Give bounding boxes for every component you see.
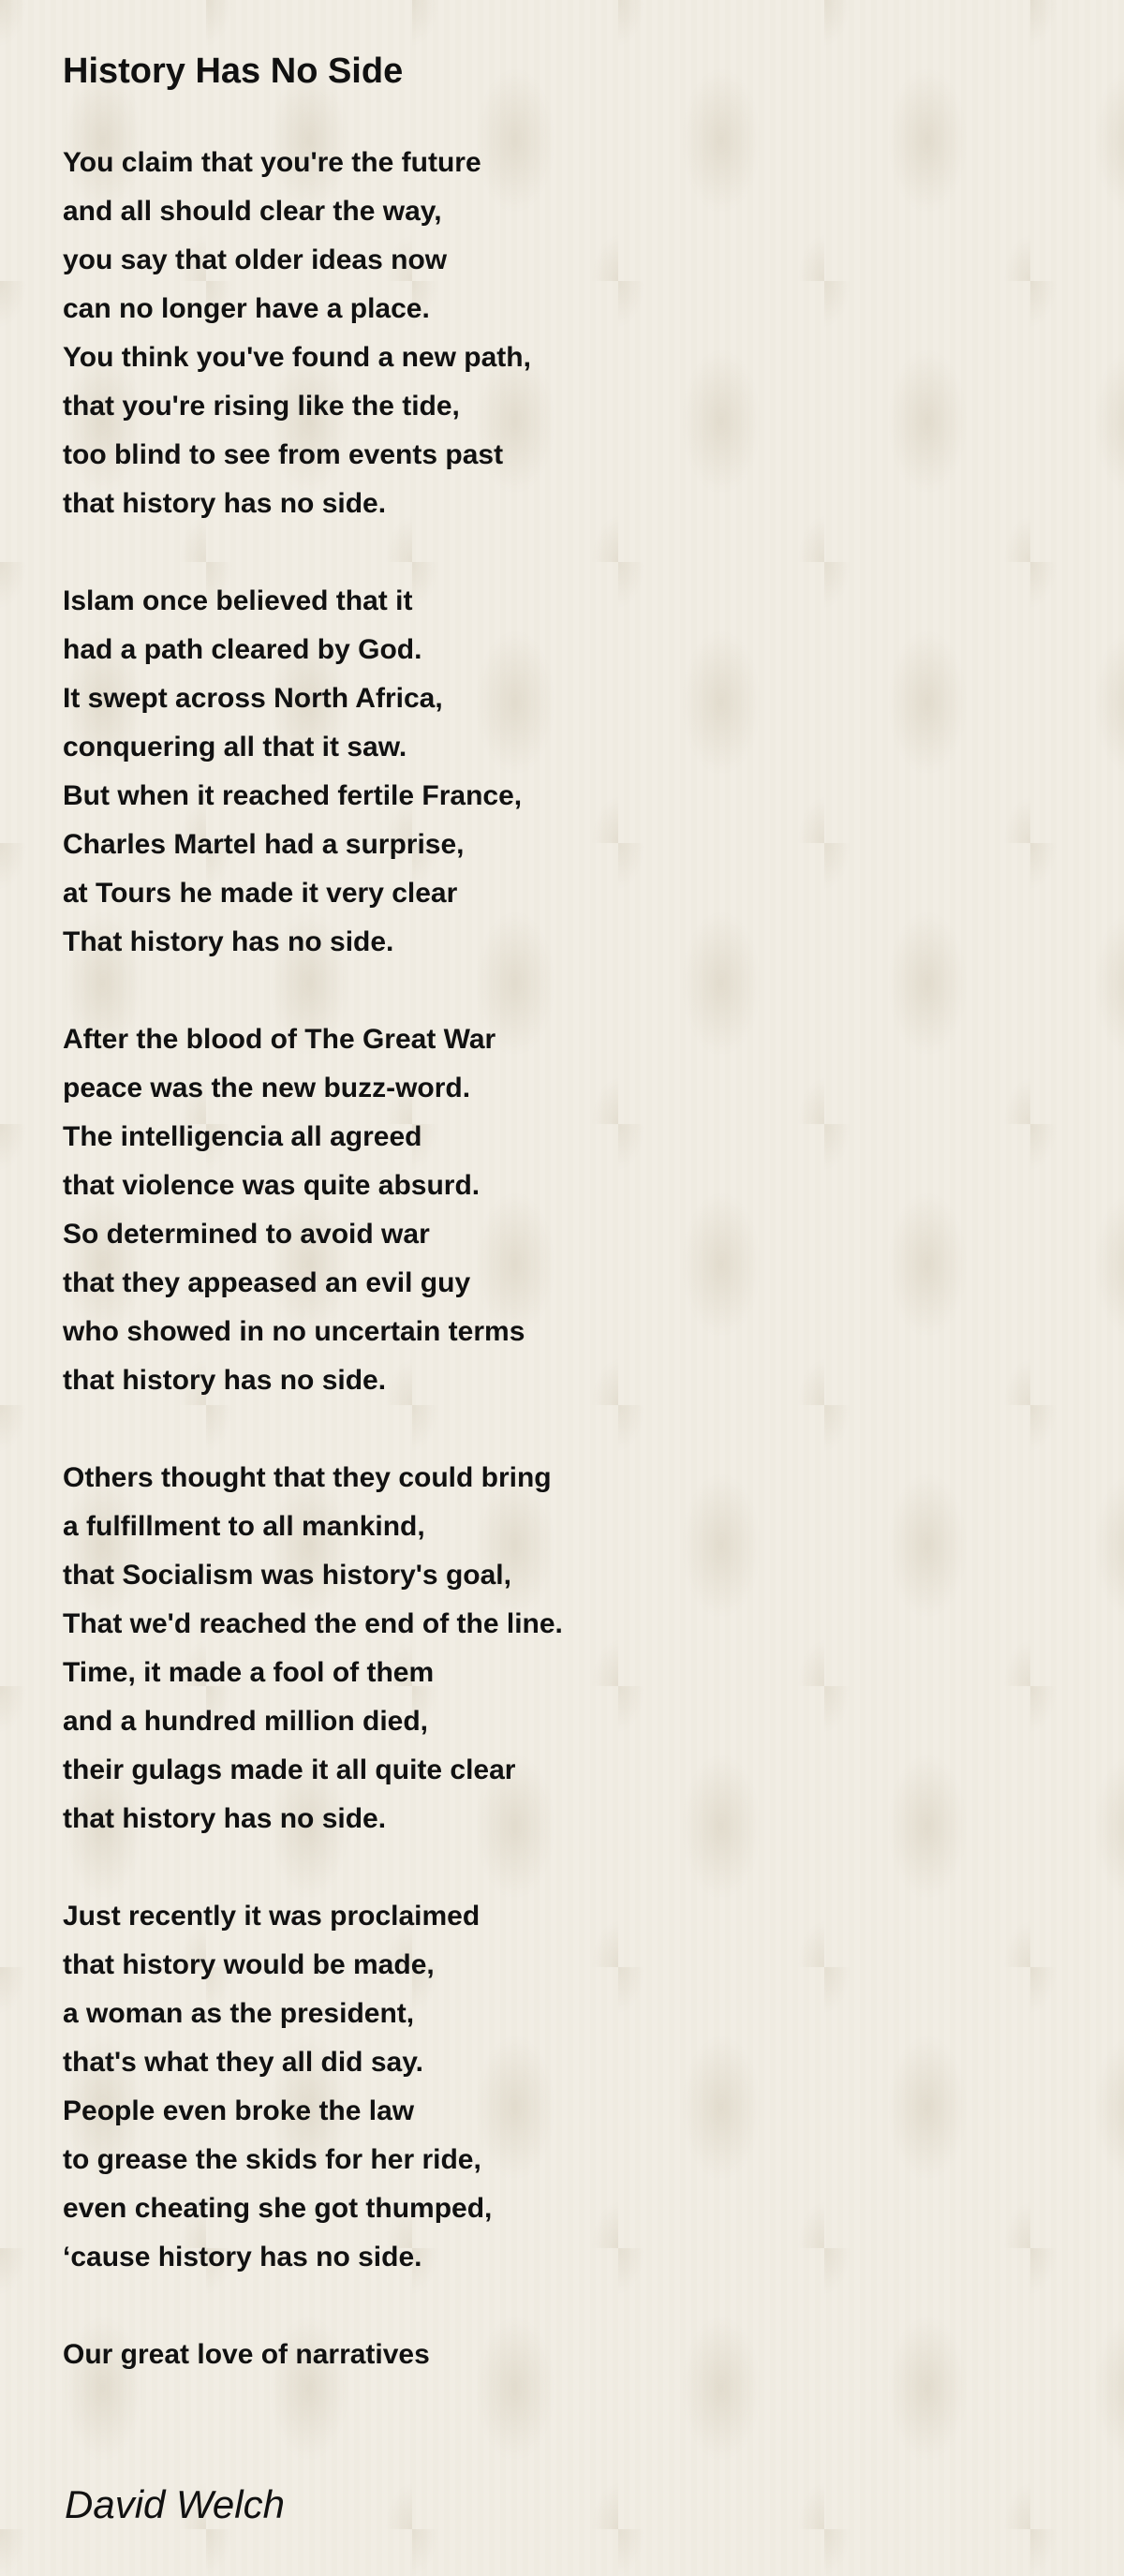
poem-line: that Socialism was history's goal, (63, 1560, 511, 1591)
poem-line: Charles Martel had a surprise, (63, 829, 465, 860)
poem-line: that history has no side. (63, 1365, 387, 1396)
poem-line: too blind to see from events past (63, 439, 504, 470)
stanza-6 (63, 2331, 1093, 2379)
stanza-1 (63, 139, 1093, 528)
poem-line: peace was the new buzz-word. (63, 1073, 471, 1103)
poem-line: that history would be made, (63, 1949, 435, 1980)
poem-line: who showed in no uncertain terms (63, 1316, 525, 1347)
poem-author: David Welch (65, 2482, 285, 2526)
poem-line: that you're rising like the tide, (63, 391, 460, 422)
poem-line: you say that older ideas now (63, 244, 448, 275)
poem-line: that they appeased an evil guy (63, 1267, 471, 1298)
poem-line: Just recently it was proclaimed (63, 1901, 481, 1932)
poem-line: can no longer have a place. (63, 293, 430, 324)
stanza-5 (63, 1892, 1093, 2282)
stanza-2 (63, 577, 1093, 967)
poem-line: that violence was quite absurd. (63, 1170, 481, 1201)
poem-line: that history has no side. (63, 1803, 387, 1834)
poem-line: You think you've found a new path, (63, 342, 531, 373)
poem-title: History Has No Side (63, 52, 404, 91)
poem-line: a fulfillment to all mankind, (63, 1511, 425, 1542)
poem-line: Others thought that they could bring (63, 1462, 552, 1493)
poem-line: and all should clear the way, (63, 196, 442, 227)
poem-line: So determined to avoid war (63, 1219, 430, 1250)
poem-body (63, 139, 1093, 2428)
poem-line: conquering all that it saw. (63, 732, 407, 762)
poem-line: The intelligencia all agreed (63, 1121, 422, 1152)
poem-line: You claim that you're the future (63, 147, 481, 178)
poem-line: that history has no side. (63, 488, 387, 519)
poem-line: at Tours he made it very clear (63, 878, 458, 909)
poem-line: even cheating she got thumped, (63, 2193, 493, 2224)
poem-line: and a hundred million died, (63, 1706, 429, 1737)
stanza-3 (63, 1015, 1093, 1405)
poem-line: Our great love of narratives (63, 2339, 430, 2370)
poem-line: Islam once believed that it (63, 585, 413, 616)
poem-line: their gulags made it all quite clear (63, 1754, 516, 1785)
poem-line: had a path cleared by God. (63, 634, 422, 665)
poem-line: People even broke the law (63, 2095, 415, 2126)
stanza-4 (63, 1454, 1093, 1843)
poem-line: that's what they all did say. (63, 2047, 424, 2078)
poem-line: But when it reached fertile France, (63, 780, 523, 811)
poem-line: That history has no side. (63, 926, 394, 957)
poem-line: It swept across North Africa, (63, 683, 443, 714)
poem-line: That we'd reached the end of the line. (63, 1608, 563, 1639)
poem-line: Time, it made a fool of them (63, 1657, 435, 1688)
poem-line: a woman as the president, (63, 1998, 415, 2029)
poem-line: to grease the skids for her ride, (63, 2144, 481, 2175)
poem-line: After the blood of The Great War (63, 1024, 496, 1055)
poem-line: ‘cause history has no side. (63, 2242, 422, 2273)
